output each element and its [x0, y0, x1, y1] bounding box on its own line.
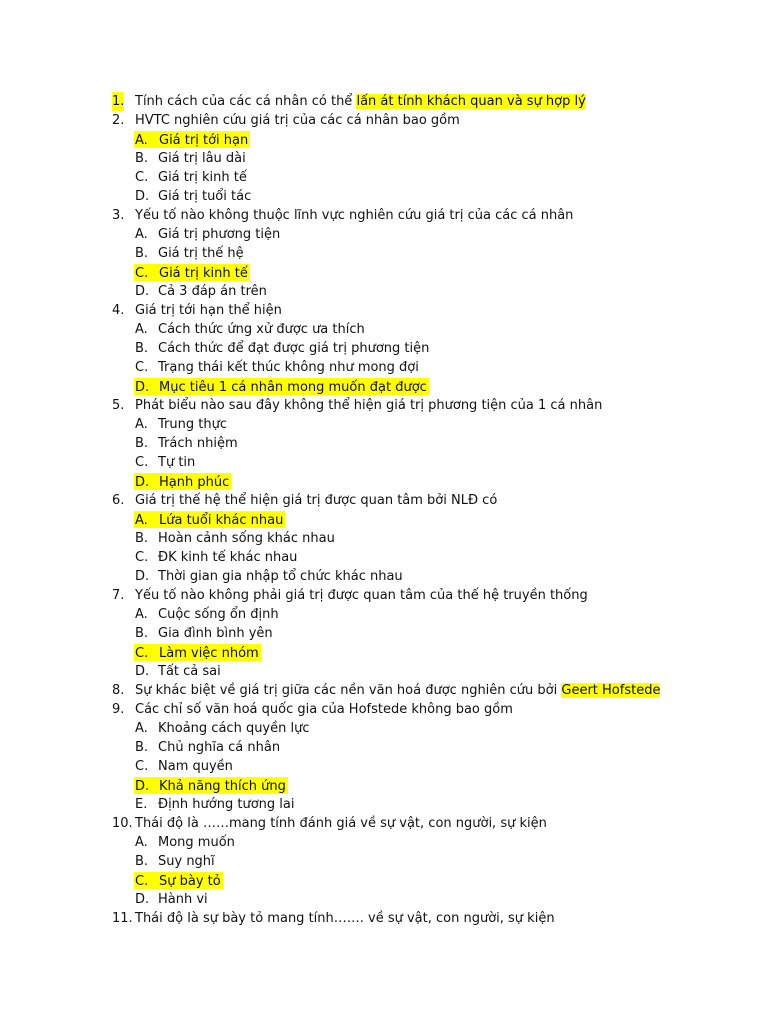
- option-9-5: [0, 795, 768, 814]
- option-text: Hành vi: [158, 892, 208, 907]
- option-letter: B.: [135, 436, 149, 451]
- option-3-3: [0, 263, 768, 282]
- option-4-2: [0, 339, 768, 358]
- question-text: [135, 909, 555, 928]
- question-text: [135, 814, 547, 833]
- option-6-3: [0, 548, 768, 567]
- question-text-plain: Giá trị thế hệ thể hiện giá trị được quan tâm bởi NLĐ có: [135, 493, 498, 508]
- question-5: [0, 396, 768, 415]
- question-7: [0, 586, 768, 605]
- option-text: Suy nghĩ: [158, 854, 215, 869]
- question-text-plain: Tính cách của các cá nhân có thể: [135, 94, 357, 109]
- question-1: [0, 92, 768, 111]
- option-letter: B.: [135, 341, 149, 356]
- option-text: Sự bày tỏ: [159, 874, 221, 889]
- option-6-4: [0, 567, 768, 586]
- correct-option-highlight: [134, 131, 250, 148]
- option-letter: A.: [135, 417, 148, 432]
- option-9-4: [0, 776, 768, 795]
- question-number: 9.: [112, 702, 125, 717]
- option-2-1: [0, 130, 768, 149]
- option-letter: B.: [135, 854, 149, 869]
- option-text: Giá trị phương tiện: [158, 227, 281, 242]
- option-text: Làm việc nhóm: [159, 646, 259, 661]
- option-3-2: [0, 244, 768, 263]
- option-letter: D.: [135, 475, 150, 490]
- option-letter: D.: [135, 892, 150, 907]
- option-text: Khoảng cách quyền lực: [158, 721, 310, 736]
- question-number: 5.: [112, 398, 125, 413]
- option-text: Trách nhiệm: [158, 436, 238, 451]
- question-9: [0, 700, 768, 719]
- option-9-1: [0, 719, 768, 738]
- option-7-1: [0, 605, 768, 624]
- correct-option-highlight: [134, 872, 223, 889]
- option-9-3: [0, 757, 768, 776]
- option-5-3: [0, 453, 768, 472]
- question-8: [0, 681, 768, 700]
- question-text: [135, 396, 602, 415]
- option-text: Lứa tuổi khác nhau: [159, 513, 284, 528]
- option-10-2: [0, 852, 768, 871]
- question-text-plain: Giá trị tới hạn thể hiện: [135, 303, 282, 318]
- option-letter: C.: [135, 550, 149, 565]
- option-text: Cả 3 đáp án trên: [158, 284, 267, 299]
- option-letter: B.: [135, 246, 149, 261]
- question-number: 7.: [112, 588, 125, 603]
- option-letter: C.: [135, 170, 149, 185]
- option-7-2: [0, 624, 768, 643]
- option-10-3: [0, 871, 768, 890]
- option-text: Trạng thái kết thúc không như mong đợi: [158, 360, 419, 375]
- question-text: [135, 681, 660, 700]
- question-text-plain: Phát biểu nào sau đây không thể hiện giá trị phương tiện của 1 cá nhân: [135, 398, 603, 413]
- question-text-plain: Thái độ là sự bày tỏ mang tính……. về sự vật, con người, sự kiện: [135, 911, 555, 926]
- question-number: 11.: [112, 911, 133, 926]
- option-letter: D.: [135, 284, 150, 299]
- option-letter: C.: [135, 455, 149, 470]
- question-text: [135, 586, 588, 605]
- correct-option-highlight: [134, 264, 250, 281]
- option-3-4: [0, 282, 768, 301]
- question-text: [135, 700, 513, 719]
- option-text: Khả năng thích ứng: [159, 779, 286, 794]
- option-text: Tất cả sai: [158, 664, 221, 679]
- option-text: Thời gian gia nhập tổ chức khác nhau: [158, 569, 403, 584]
- option-letter: D.: [135, 664, 150, 679]
- option-10-1: [0, 833, 768, 852]
- option-7-4: [0, 662, 768, 681]
- option-5-4: [0, 472, 768, 491]
- option-text: Định hướng tương lai: [158, 797, 295, 812]
- option-text: Hạnh phúc: [159, 475, 230, 490]
- option-7-3: [0, 643, 768, 662]
- correct-option-highlight: [134, 644, 261, 661]
- option-letter: A.: [135, 322, 148, 337]
- question-number: 8.: [112, 683, 125, 698]
- option-letter: C.: [135, 360, 149, 375]
- question-4: [0, 301, 768, 320]
- question-number: 3.: [112, 208, 125, 223]
- correct-option-highlight: [134, 473, 231, 490]
- option-letter: B.: [135, 531, 149, 546]
- option-text: Giá trị tới hạn: [159, 133, 249, 148]
- question-number: 6.: [112, 493, 125, 508]
- correct-option-highlight: [134, 378, 429, 395]
- correct-option-highlight: [134, 511, 285, 528]
- option-4-4: [0, 377, 768, 396]
- option-letter: C.: [135, 646, 149, 661]
- option-text: Giá trị lâu dài: [158, 151, 246, 166]
- option-letter: E.: [135, 797, 148, 812]
- question-text-plain: Thái độ là ……mang tính đánh giá về sự vật, con người, sự kiện: [135, 816, 547, 831]
- document-page: [0, 92, 768, 928]
- option-letter: C.: [135, 759, 149, 774]
- option-10-4: [0, 890, 768, 909]
- question-text-plain: Các chỉ số văn hoá quốc gia của Hofstede không bao gồm: [135, 702, 513, 717]
- option-text: Chủ nghĩa cá nhân: [158, 740, 281, 755]
- option-6-2: [0, 529, 768, 548]
- option-text: Giá trị thế hệ: [158, 246, 244, 261]
- option-text: Trung thực: [158, 417, 227, 432]
- question-text: [135, 206, 573, 225]
- option-4-1: [0, 320, 768, 339]
- option-text: Giá trị kinh tế: [159, 266, 248, 281]
- question-text: [135, 491, 497, 510]
- option-letter: C.: [135, 874, 149, 889]
- question-number: 4.: [112, 303, 125, 318]
- option-text: Mong muốn: [158, 835, 235, 850]
- option-letter: B.: [135, 151, 149, 166]
- question-text: [135, 111, 460, 130]
- question-11: [0, 909, 768, 928]
- question-text-plain: Yếu tố nào không phải giá trị được quan tâm của thế hệ truyền thống: [135, 588, 588, 603]
- option-letter: D.: [135, 569, 150, 584]
- option-text: Giá trị kinh tế: [158, 170, 247, 185]
- option-5-2: [0, 434, 768, 453]
- option-text: Giá trị tuổi tác: [158, 189, 252, 204]
- option-letter: D.: [135, 779, 150, 794]
- option-letter: A.: [135, 133, 148, 148]
- option-letter: A.: [135, 607, 148, 622]
- option-text: Tự tin: [158, 455, 196, 470]
- answer-highlight: Geert Hofstede: [561, 683, 661, 698]
- option-text: Cách thức để đạt được giá trị phương tiện: [158, 341, 430, 356]
- question-text: [135, 92, 586, 111]
- question-6: [0, 491, 768, 510]
- option-4-3: [0, 358, 768, 377]
- option-text: ĐK kinh tế khác nhau: [158, 550, 298, 565]
- question-text-plain: Yếu tố nào không thuộc lĩnh vực nghiên cứu giá trị của các cá nhân: [135, 208, 574, 223]
- option-letter: D.: [135, 380, 150, 395]
- question-number: 1.: [112, 94, 125, 109]
- question-3: [0, 206, 768, 225]
- option-letter: C.: [135, 266, 149, 281]
- option-text: Gia đình bình yên: [158, 626, 273, 641]
- option-letter: D.: [135, 189, 150, 204]
- question-number: 10.: [112, 816, 133, 831]
- option-text: Mục tiêu 1 cá nhân mong muốn đạt được: [159, 380, 427, 395]
- option-letter: B.: [135, 626, 149, 641]
- option-6-1: [0, 510, 768, 529]
- option-text: Nam quyền: [158, 759, 233, 774]
- option-letter: A.: [135, 513, 148, 528]
- correct-option-highlight: [134, 777, 288, 794]
- option-5-1: [0, 415, 768, 434]
- option-2-4: [0, 187, 768, 206]
- option-9-2: [0, 738, 768, 757]
- question-10: [0, 814, 768, 833]
- question-text-plain: Sự khác biệt về giá trị giữa các nền văn hoá được nghiên cứu bởi: [135, 683, 562, 698]
- option-2-3: [0, 168, 768, 187]
- option-letter: A.: [135, 227, 148, 242]
- question-2: [0, 111, 768, 130]
- option-text: Cách thức ứng xử được ưa thích: [158, 322, 365, 337]
- question-number: 2.: [112, 113, 125, 128]
- option-3-1: [0, 225, 768, 244]
- option-letter: B.: [135, 740, 149, 755]
- option-2-2: [0, 149, 768, 168]
- question-text: [135, 301, 282, 320]
- question-text-plain: HVTC nghiên cứu giá trị của các cá nhân bao gồm: [135, 113, 460, 128]
- option-letter: A.: [135, 835, 148, 850]
- answer-highlight: lấn át tính khách quan và sự hợp lý: [356, 94, 586, 109]
- option-text: Cuộc sống ổn định: [158, 607, 279, 622]
- option-letter: A.: [135, 721, 148, 736]
- option-text: Hoàn cảnh sống khác nhau: [158, 531, 335, 546]
